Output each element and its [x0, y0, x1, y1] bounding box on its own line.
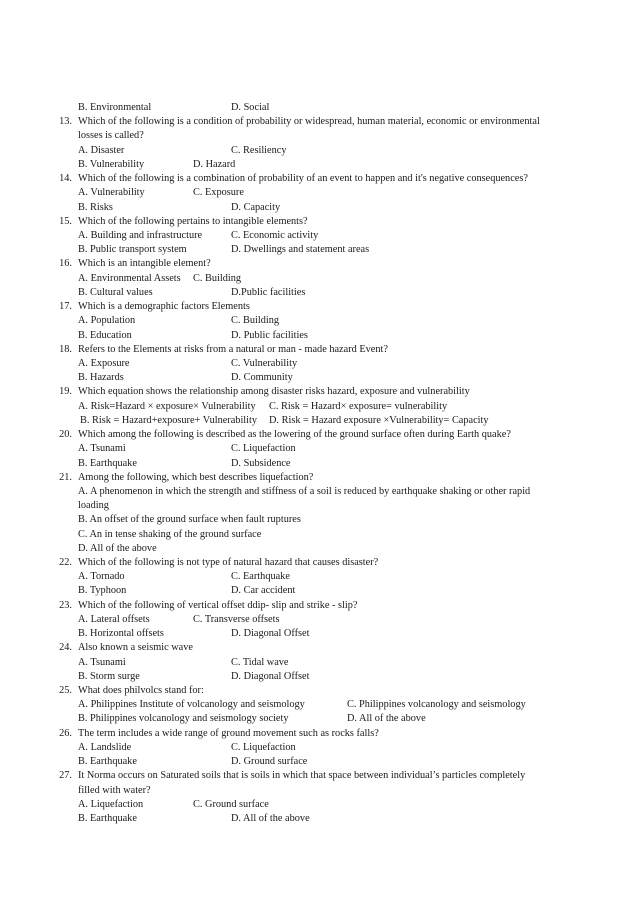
option-right: C. Ground surface: [193, 799, 269, 810]
option-right: C. Tidal wave: [231, 657, 289, 668]
question-text: What does philvolcs stand for:: [78, 685, 204, 696]
option-left: B. Risks: [78, 202, 113, 213]
option-right: D. Community: [231, 372, 293, 383]
option-right: D. Hazard: [193, 159, 236, 170]
question-number: 24.: [59, 642, 72, 653]
option-left: B. Hazards: [78, 372, 124, 383]
option-left: A. Tsunami: [78, 657, 126, 668]
option-left: losses is called?: [78, 130, 144, 141]
option-right: C. Exposure: [193, 187, 244, 198]
option-left: B. Philippines volcanology and seismology society: [78, 713, 289, 724]
option-right: D.Public facilities: [231, 287, 306, 298]
option-right: C. Earthquake: [231, 571, 290, 582]
option-left: C. An in tense shaking of the ground surface: [78, 529, 262, 540]
option-left: B. Earthquake: [78, 813, 137, 824]
option-left: A. Vulnerability: [78, 187, 145, 198]
option-right: D. Subsidence: [231, 458, 291, 469]
question-number: 20.: [59, 429, 72, 440]
option-left: A. Exposure: [78, 358, 130, 369]
option-right: D. Capacity: [231, 202, 281, 213]
option-right: C. Building: [193, 273, 242, 284]
question-text: It Norma occurs on Saturated soils that is soils in which that space between individual’s particles completely: [78, 770, 526, 781]
option-right: C. Transverse offsets: [193, 614, 280, 625]
question-number: 23.: [59, 600, 72, 611]
option-left: A. Liquefaction: [78, 799, 144, 810]
question-text: Which of the following of vertical offset ddip- slip and strike - slip?: [78, 600, 358, 611]
option-left: filled with water?: [78, 785, 151, 796]
option-left: B. Typhoon: [78, 585, 127, 596]
option-left: A. Landslide: [78, 742, 132, 753]
option-left: B. Risk = Hazard+exposure+ Vulnerability: [80, 415, 258, 426]
question-number: 27.: [59, 770, 72, 781]
option-left: B. Cultural values: [78, 287, 153, 298]
option-right: D. Car accident: [231, 585, 296, 596]
question-text: The term includes a wide range of ground movement such as rocks falls?: [78, 728, 379, 739]
question-number: 13.: [59, 116, 72, 127]
question-number: 22.: [59, 557, 72, 568]
option-right: C. Liquefaction: [231, 443, 296, 454]
question-number: 19.: [59, 386, 72, 397]
option-left: B. Education: [78, 330, 132, 341]
option-right: D. Public facilities: [231, 330, 308, 341]
option-left: A. A phenomenon in which the strength and stiffness of a soil is reduced by earthquake shaking or other rapid: [78, 486, 531, 497]
option-right: D. Ground surface: [231, 756, 308, 767]
option-left: B. Earthquake: [78, 756, 137, 767]
option-left: loading: [78, 500, 109, 511]
question-number: 25.: [59, 685, 72, 696]
option-left: A. Population: [78, 315, 136, 326]
option-left: B. An offset of the ground surface when fault ruptures: [78, 514, 301, 525]
question-number: 15.: [59, 216, 72, 227]
option-right: C. Resiliency: [231, 145, 287, 156]
question-number: 18.: [59, 344, 72, 355]
option-left: B. Earthquake: [78, 458, 137, 469]
option-left: D. All of the above: [78, 543, 157, 554]
option-right: D. Diagonal Offset: [231, 671, 310, 682]
option-right: C. Philippines volcanology and seismology: [347, 699, 526, 710]
question-text: Which of the following pertains to intangible elements?: [78, 216, 308, 227]
option-left: A. Environmental Assets: [78, 273, 181, 284]
option-left: B. Vulnerability: [78, 159, 145, 170]
question-text: Also known a seismic wave: [78, 642, 193, 653]
question-number: 14.: [59, 173, 72, 184]
question-text: Which of the following is a condition of probability or widespread, human material, economic or environmental: [78, 116, 540, 127]
question-number: 26.: [59, 728, 72, 739]
question-text: Among the following, which best describes liquefaction?: [78, 472, 314, 483]
option-left: A. Lateral offsets: [78, 614, 150, 625]
option-left: B. Environmental: [78, 102, 152, 113]
question-text: Which among the following is described as the lowering of the ground surface often during Earth quake?: [78, 429, 511, 440]
option-right: D. All of the above: [231, 813, 310, 824]
option-left: A. Disaster: [78, 145, 125, 156]
question-text: Which is an intangible element?: [78, 258, 211, 269]
question-text: Which of the following is a combination of probability of an event to happen and it's negative consequences?: [78, 173, 528, 184]
option-left: B. Storm surge: [78, 671, 140, 682]
option-right: D. Dwellings and statement areas: [231, 244, 370, 255]
question-number: 16.: [59, 258, 72, 269]
question-number: 21.: [59, 472, 72, 483]
option-right: C. Liquefaction: [231, 742, 296, 753]
question-number: 17.: [59, 301, 72, 312]
question-text: Refers to the Elements at risks from a natural or man - made hazard Event?: [78, 344, 388, 355]
question-text: Which equation shows the relationship among disaster risks hazard, exposure and vulnerability: [78, 386, 470, 397]
option-left: A. Risk=Hazard × exposure× Vulnerability: [78, 401, 256, 412]
option-left: A. Building and infrastructure: [78, 230, 203, 241]
option-right: C. Economic activity: [231, 230, 319, 241]
option-left: A. Tornado: [78, 571, 125, 582]
option-right: D. All of the above: [347, 713, 426, 724]
option-right: C. Building: [231, 315, 280, 326]
question-text: Which is a demographic factors Elements: [78, 301, 250, 312]
option-left: A. Tsunami: [78, 443, 126, 454]
option-left: A. Philippines Institute of volcanology and seismology: [78, 699, 305, 710]
option-right: D. Risk = Hazard exposure ×Vulnerability= Capacity: [269, 415, 489, 426]
option-left: B. Public transport system: [78, 244, 187, 255]
option-right: C. Vulnerability: [231, 358, 298, 369]
option-right: C. Risk = Hazard× exposure= vulnerability: [269, 401, 448, 412]
option-right: D. Diagonal Offset: [231, 628, 310, 639]
option-right: D. Social: [231, 102, 270, 113]
question-text: Which of the following is not type of natural hazard that causes disaster?: [78, 557, 379, 568]
option-left: B. Horizontal offsets: [78, 628, 164, 639]
